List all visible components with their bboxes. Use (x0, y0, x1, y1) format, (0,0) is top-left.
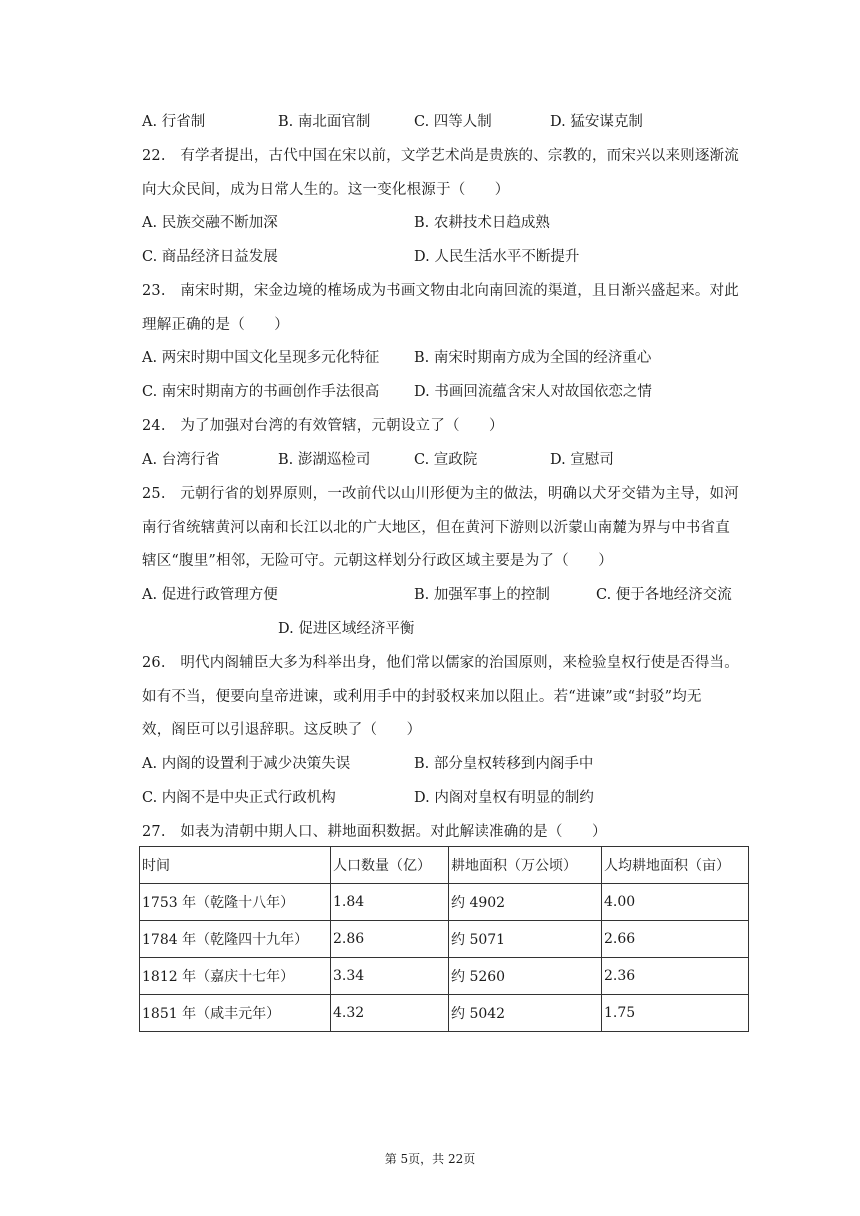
q26-text-line-3: 效，阁臣可以引退辞职。这反映了（ ） (142, 722, 422, 738)
q26-option-a[interactable]: A. 内阁的设置利于减少决策失误 (142, 756, 351, 772)
q26-option-d[interactable]: D. 内阁对皇权有明显的制约 (414, 790, 594, 806)
q22-text-line-2: 向大众民间，成为日常人生的。这一变化根源于（ ） (142, 182, 510, 198)
table-cell: 1851 年（咸丰元年） (140, 995, 331, 1032)
q23-option-a[interactable]: A. 两宋时期中国文化呈现多元化特征 (142, 350, 380, 366)
table-cell: 2.86 (331, 921, 449, 958)
q24-text-line-1: 24. 为了加强对台湾的有效管辖，元朝设立了（ ） (142, 418, 504, 434)
q26-text-line-2: 如有不当，便要向皇帝进谏，或利用手中的封驳权来加以阻止。若“进谏”或“封驳”均无 (142, 689, 702, 705)
q23-text-line-2: 理解正确的是（ ） (142, 317, 289, 333)
q22-option-c[interactable]: C. 商品经济日益发展 (142, 249, 278, 265)
table-cell: 2.36 (602, 958, 749, 995)
q25-text-line-3: 辖区“腹里”相邻，无险可守。元朝这样划分行政区域主要是为了（ ） (142, 553, 613, 569)
table-cell: 1.75 (602, 995, 749, 1032)
table-header-row (140, 847, 749, 884)
table-cell: 约 4902 (449, 884, 602, 921)
q21-option-c[interactable]: C. 四等人制 (414, 114, 492, 130)
q26-text-line-1: 26. 明代内阁辅臣大多为科举出身，他们常以儒家的治国原则，来检验皇权行使是否得当。 (142, 655, 739, 671)
q21-option-b[interactable]: B. 南北面官制 (278, 114, 371, 130)
q24-option-a[interactable]: A. 台湾行省 (142, 452, 220, 468)
table-cell: 1812 年（嘉庆十七年） (140, 958, 331, 995)
q23-text-line-1: 23. 南宋时期，宋金边境的榷场成为书画文物由北向南回流的渠道，且日渐兴盛起来。对此 (142, 283, 739, 299)
table-cell: 4.00 (602, 884, 749, 921)
q24-option-c[interactable]: C. 宣政院 (414, 452, 478, 468)
table-cell: 4.32 (331, 995, 449, 1032)
q22-option-b[interactable]: B. 农耕技术日趋成熟 (414, 215, 550, 231)
table-cell: 1.84 (331, 884, 449, 921)
q23-option-d[interactable]: D. 书画回流蕴含宋人对故国依恋之情 (414, 384, 652, 400)
q27-text-line-1: 27. 如表为清朝中期人口、耕地面积数据。对此解读准确的是（ ） (142, 824, 607, 840)
q21-option-d[interactable]: D. 猛安谋克制 (550, 114, 643, 130)
q25-option-c[interactable]: C. 便于各地经济交流 (596, 587, 732, 603)
table-cell: 3.34 (331, 958, 449, 995)
q25-option-a[interactable]: A. 促进行政管理方便 (142, 587, 278, 603)
q23-option-c[interactable]: C. 南宋时期南方的书画创作手法很高 (142, 384, 380, 400)
table-row (140, 884, 749, 921)
q24-option-d[interactable]: D. 宣慰司 (550, 452, 614, 468)
q25-text-line-1: 25. 元朝行省的划界原则，一改前代以山川形便为主的做法，明确以犬牙交错为主导，如河 (142, 486, 739, 502)
table-header-cell: 时间 (140, 847, 331, 884)
table-cell: 约 5042 (449, 995, 602, 1032)
q22-option-d[interactable]: D. 人民生活水平不断提升 (414, 249, 580, 265)
table-cell: 1753 年（乾隆十八年） (140, 884, 331, 921)
page-footer: 第 5页，共 22页 (384, 1152, 476, 1166)
table-cell: 约 5071 (449, 921, 602, 958)
q25-option-d[interactable]: D. 促进区域经济平衡 (278, 621, 415, 637)
table-cell: 约 5260 (449, 958, 602, 995)
q24-option-b[interactable]: B. 澎湖巡检司 (278, 452, 371, 468)
q22-text-line-1: 22. 有学者提出，古代中国在宋以前，文学艺术尚是贵族的、宗教的，而宋兴以来则逐渐流 (142, 148, 739, 164)
q25-text-line-2: 南行省统辖黄河以南和长江以北的广大地区，但在黄河下游则以沂蒙山南麓为界与中书省直 (142, 520, 730, 536)
table-cell: 2.66 (602, 921, 749, 958)
population-farmland-table (139, 846, 749, 1032)
q22-option-a[interactable]: A. 民族交融不断加深 (142, 215, 278, 231)
table-cell: 1784 年（乾隆四十九年） (140, 921, 331, 958)
q25-option-b[interactable]: B. 加强军事上的控制 (414, 587, 550, 603)
q21-option-a[interactable]: A. 行省制 (142, 114, 206, 130)
q26-option-c[interactable]: C. 内阁不是中央正式行政机构 (142, 790, 336, 806)
table-row (140, 921, 749, 958)
table-header-cell: 耕地面积（万公顷） (449, 847, 602, 884)
table-header-cell: 人均耕地面积（亩） (602, 847, 749, 884)
table-header-cell: 人口数量（亿） (331, 847, 449, 884)
q23-option-b[interactable]: B. 南宋时期南方成为全国的经济重心 (414, 350, 652, 366)
q26-option-b[interactable]: B. 部分皇权转移到内阁手中 (414, 756, 594, 772)
table-row (140, 958, 749, 995)
table-row (140, 995, 749, 1032)
